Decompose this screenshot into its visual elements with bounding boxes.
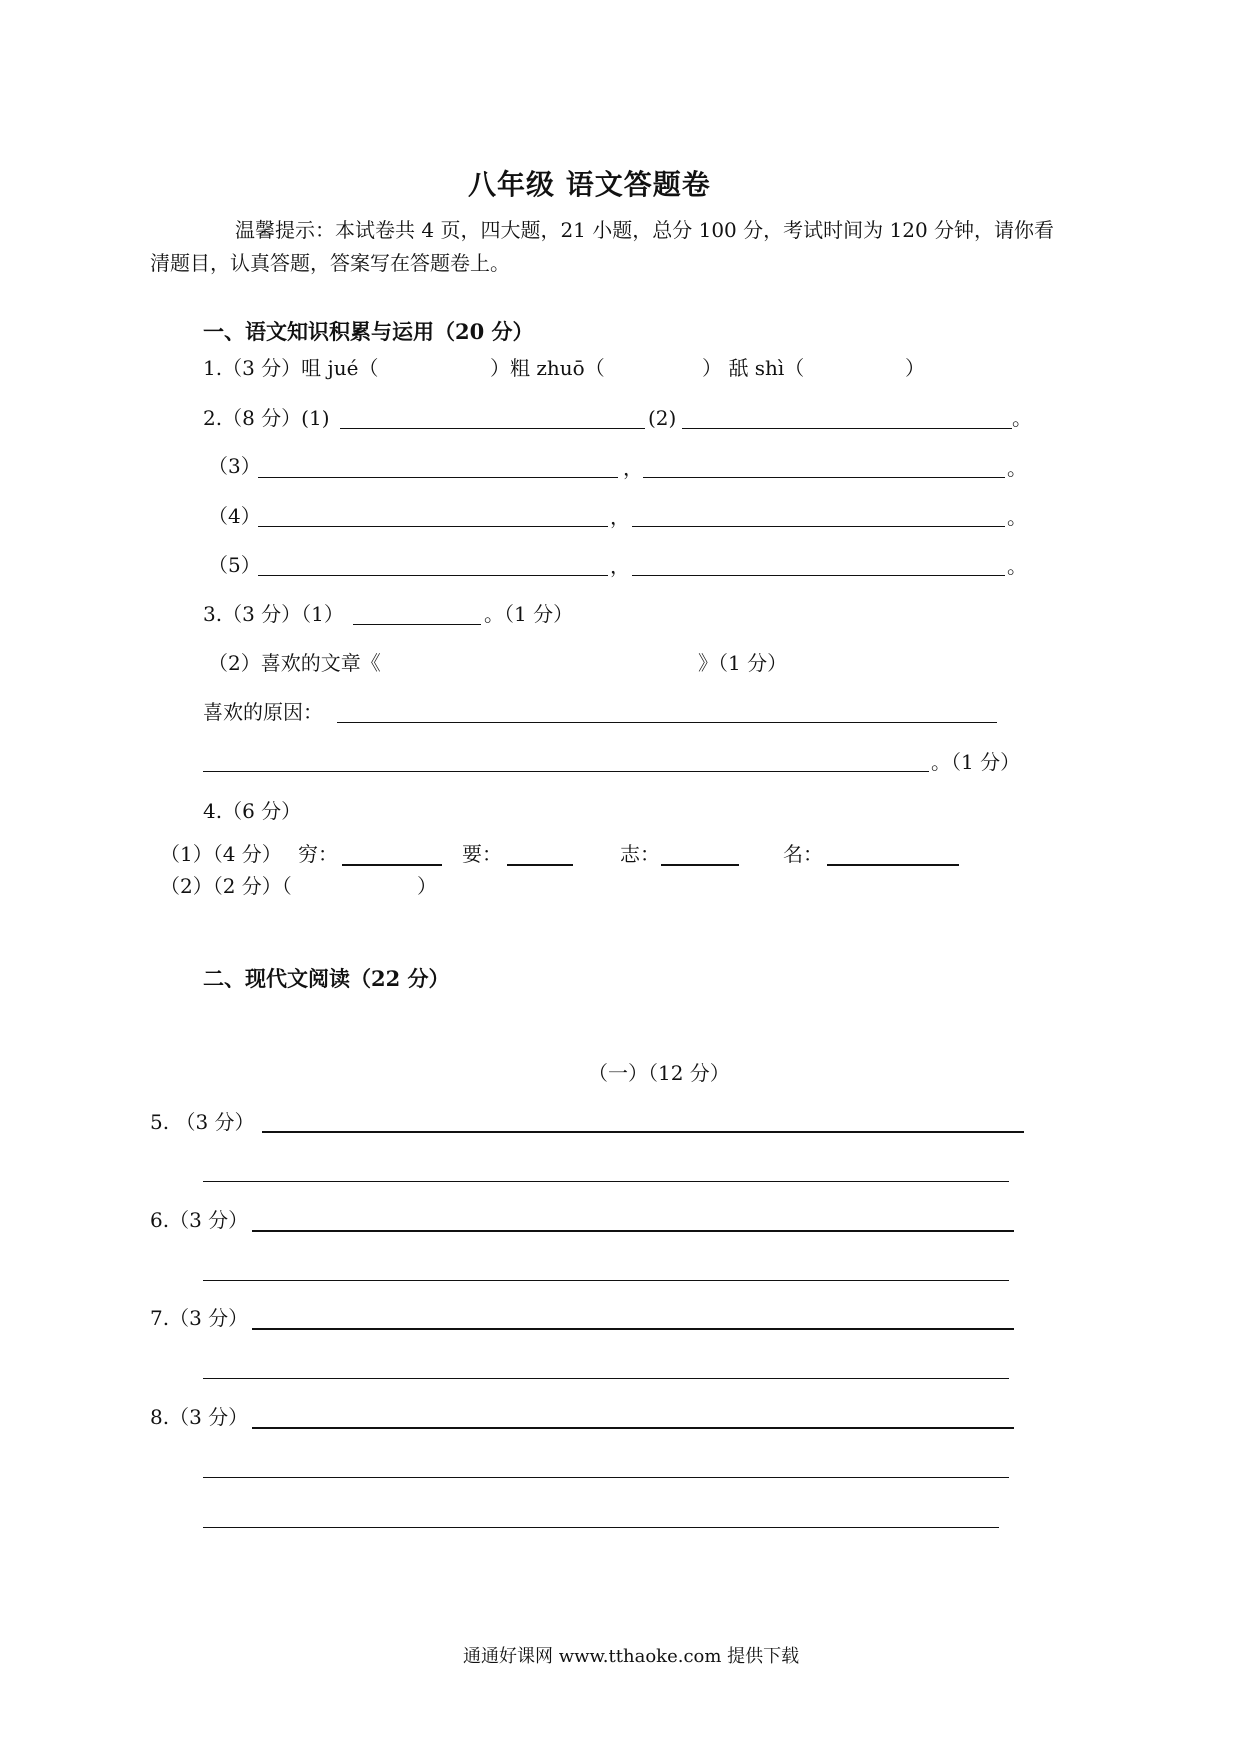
q4-p1-label: （1）（4 分） xyxy=(160,842,282,866)
q2-p5-label: （5） xyxy=(208,553,261,577)
notice-line-2: 清题目，认真答题，答案写在答题卷上。 xyxy=(150,251,510,275)
q6-answer-line-1[interactable] xyxy=(252,1230,1014,1232)
q1-mid2: ） 舐 shì（ xyxy=(702,356,805,380)
q2-period-3: 。 xyxy=(1007,456,1027,480)
q2-comma-5: ， xyxy=(610,554,630,578)
q4-word-qiong: 穷： xyxy=(298,842,338,866)
q3-score-1: 。（1 分） xyxy=(484,602,574,626)
q2-period-4: 。 xyxy=(1007,505,1027,529)
q3-reason-blank-2[interactable] xyxy=(203,771,929,772)
section-1-heading: 一、语文知识积累与运用（20 分） xyxy=(203,319,534,344)
q2-blank-3b[interactable] xyxy=(643,477,1005,478)
page-title: 八年级 语文答题卷 xyxy=(468,168,711,201)
q2-blank-5a[interactable] xyxy=(258,575,608,576)
q8-label: 8.（3 分） xyxy=(150,1405,249,1429)
q4-word-yao: 要： xyxy=(462,842,502,866)
q3-blank-1[interactable] xyxy=(353,624,481,625)
q6-answer-line-2[interactable] xyxy=(203,1280,1009,1281)
q2-label: 2.（8 分）(1) xyxy=(203,406,330,430)
q4-label: 4.（6 分） xyxy=(203,799,302,823)
q3-label: 3.（3 分）（1） xyxy=(203,602,344,626)
q5-label: 5. （3 分） xyxy=(150,1110,255,1134)
section-2-subheading: （一）（12 分） xyxy=(588,1061,730,1085)
q4-blank-yao[interactable] xyxy=(507,864,573,866)
q8-answer-line-2[interactable] xyxy=(203,1477,1009,1478)
q5-answer-line-2[interactable] xyxy=(203,1181,1009,1182)
q5-answer-line-1[interactable] xyxy=(262,1131,1024,1133)
q7-label: 7.（3 分） xyxy=(150,1306,249,1330)
q4-word-zhi: 志： xyxy=(620,842,660,866)
q1-label: 1.（3 分）咀 jué（ xyxy=(203,356,379,380)
q4-p2-end: ） xyxy=(417,874,437,898)
q2-blank-4a[interactable] xyxy=(258,526,608,527)
q2-comma-4: ， xyxy=(610,505,630,529)
q3-p2-label: （2）喜欢的文章《 xyxy=(208,651,381,675)
q2-period-5: 。 xyxy=(1007,554,1027,578)
q6-label: 6.（3 分） xyxy=(150,1208,249,1232)
q2-period-1: 。 xyxy=(1012,406,1032,430)
q2-blank-4b[interactable] xyxy=(632,526,1005,527)
q2-blank-3a[interactable] xyxy=(258,477,618,478)
q8-answer-line-1[interactable] xyxy=(252,1427,1014,1429)
q2-comma-3: ， xyxy=(623,456,643,480)
q2-p3-label: （3） xyxy=(208,454,261,478)
q7-answer-line-1[interactable] xyxy=(252,1328,1014,1330)
q4-blank-ming[interactable] xyxy=(827,864,959,866)
q2-blank-2[interactable] xyxy=(682,428,1012,429)
q1-end: ） xyxy=(905,356,925,380)
footer-text: 通通好课网 www.tthaoke.com 提供下载 xyxy=(463,1646,800,1667)
q2-p4-label: （4） xyxy=(208,504,261,528)
notice-line-1: 温馨提示：本试卷共 4 页，四大题，21 小题，总分 100 分，考试时间为 120 分钟，请你看 xyxy=(235,218,1055,242)
q2-blank-1[interactable] xyxy=(340,428,645,429)
q2-p2-label: (2) xyxy=(648,406,677,430)
q4-p2-label: （2）（2 分）（ xyxy=(160,874,292,898)
q3-reason-label: 喜欢的原因： xyxy=(203,700,323,724)
q8-answer-line-3[interactable] xyxy=(203,1527,999,1528)
q2-blank-5b[interactable] xyxy=(632,575,1005,576)
q4-blank-qiong[interactable] xyxy=(342,864,442,866)
q1-mid1: ）粗 zhuō（ xyxy=(490,356,605,380)
q3-reason-blank-1[interactable] xyxy=(337,722,997,723)
q3-reason-end: 。（1 分） xyxy=(931,750,1021,774)
q4-blank-zhi[interactable] xyxy=(661,864,739,866)
q7-answer-line-2[interactable] xyxy=(203,1378,1009,1379)
q3-p2-end: 》（1 分） xyxy=(698,651,788,675)
section-2-heading: 二、现代文阅读（22 分） xyxy=(203,966,450,991)
q4-word-ming: 名： xyxy=(783,842,823,866)
